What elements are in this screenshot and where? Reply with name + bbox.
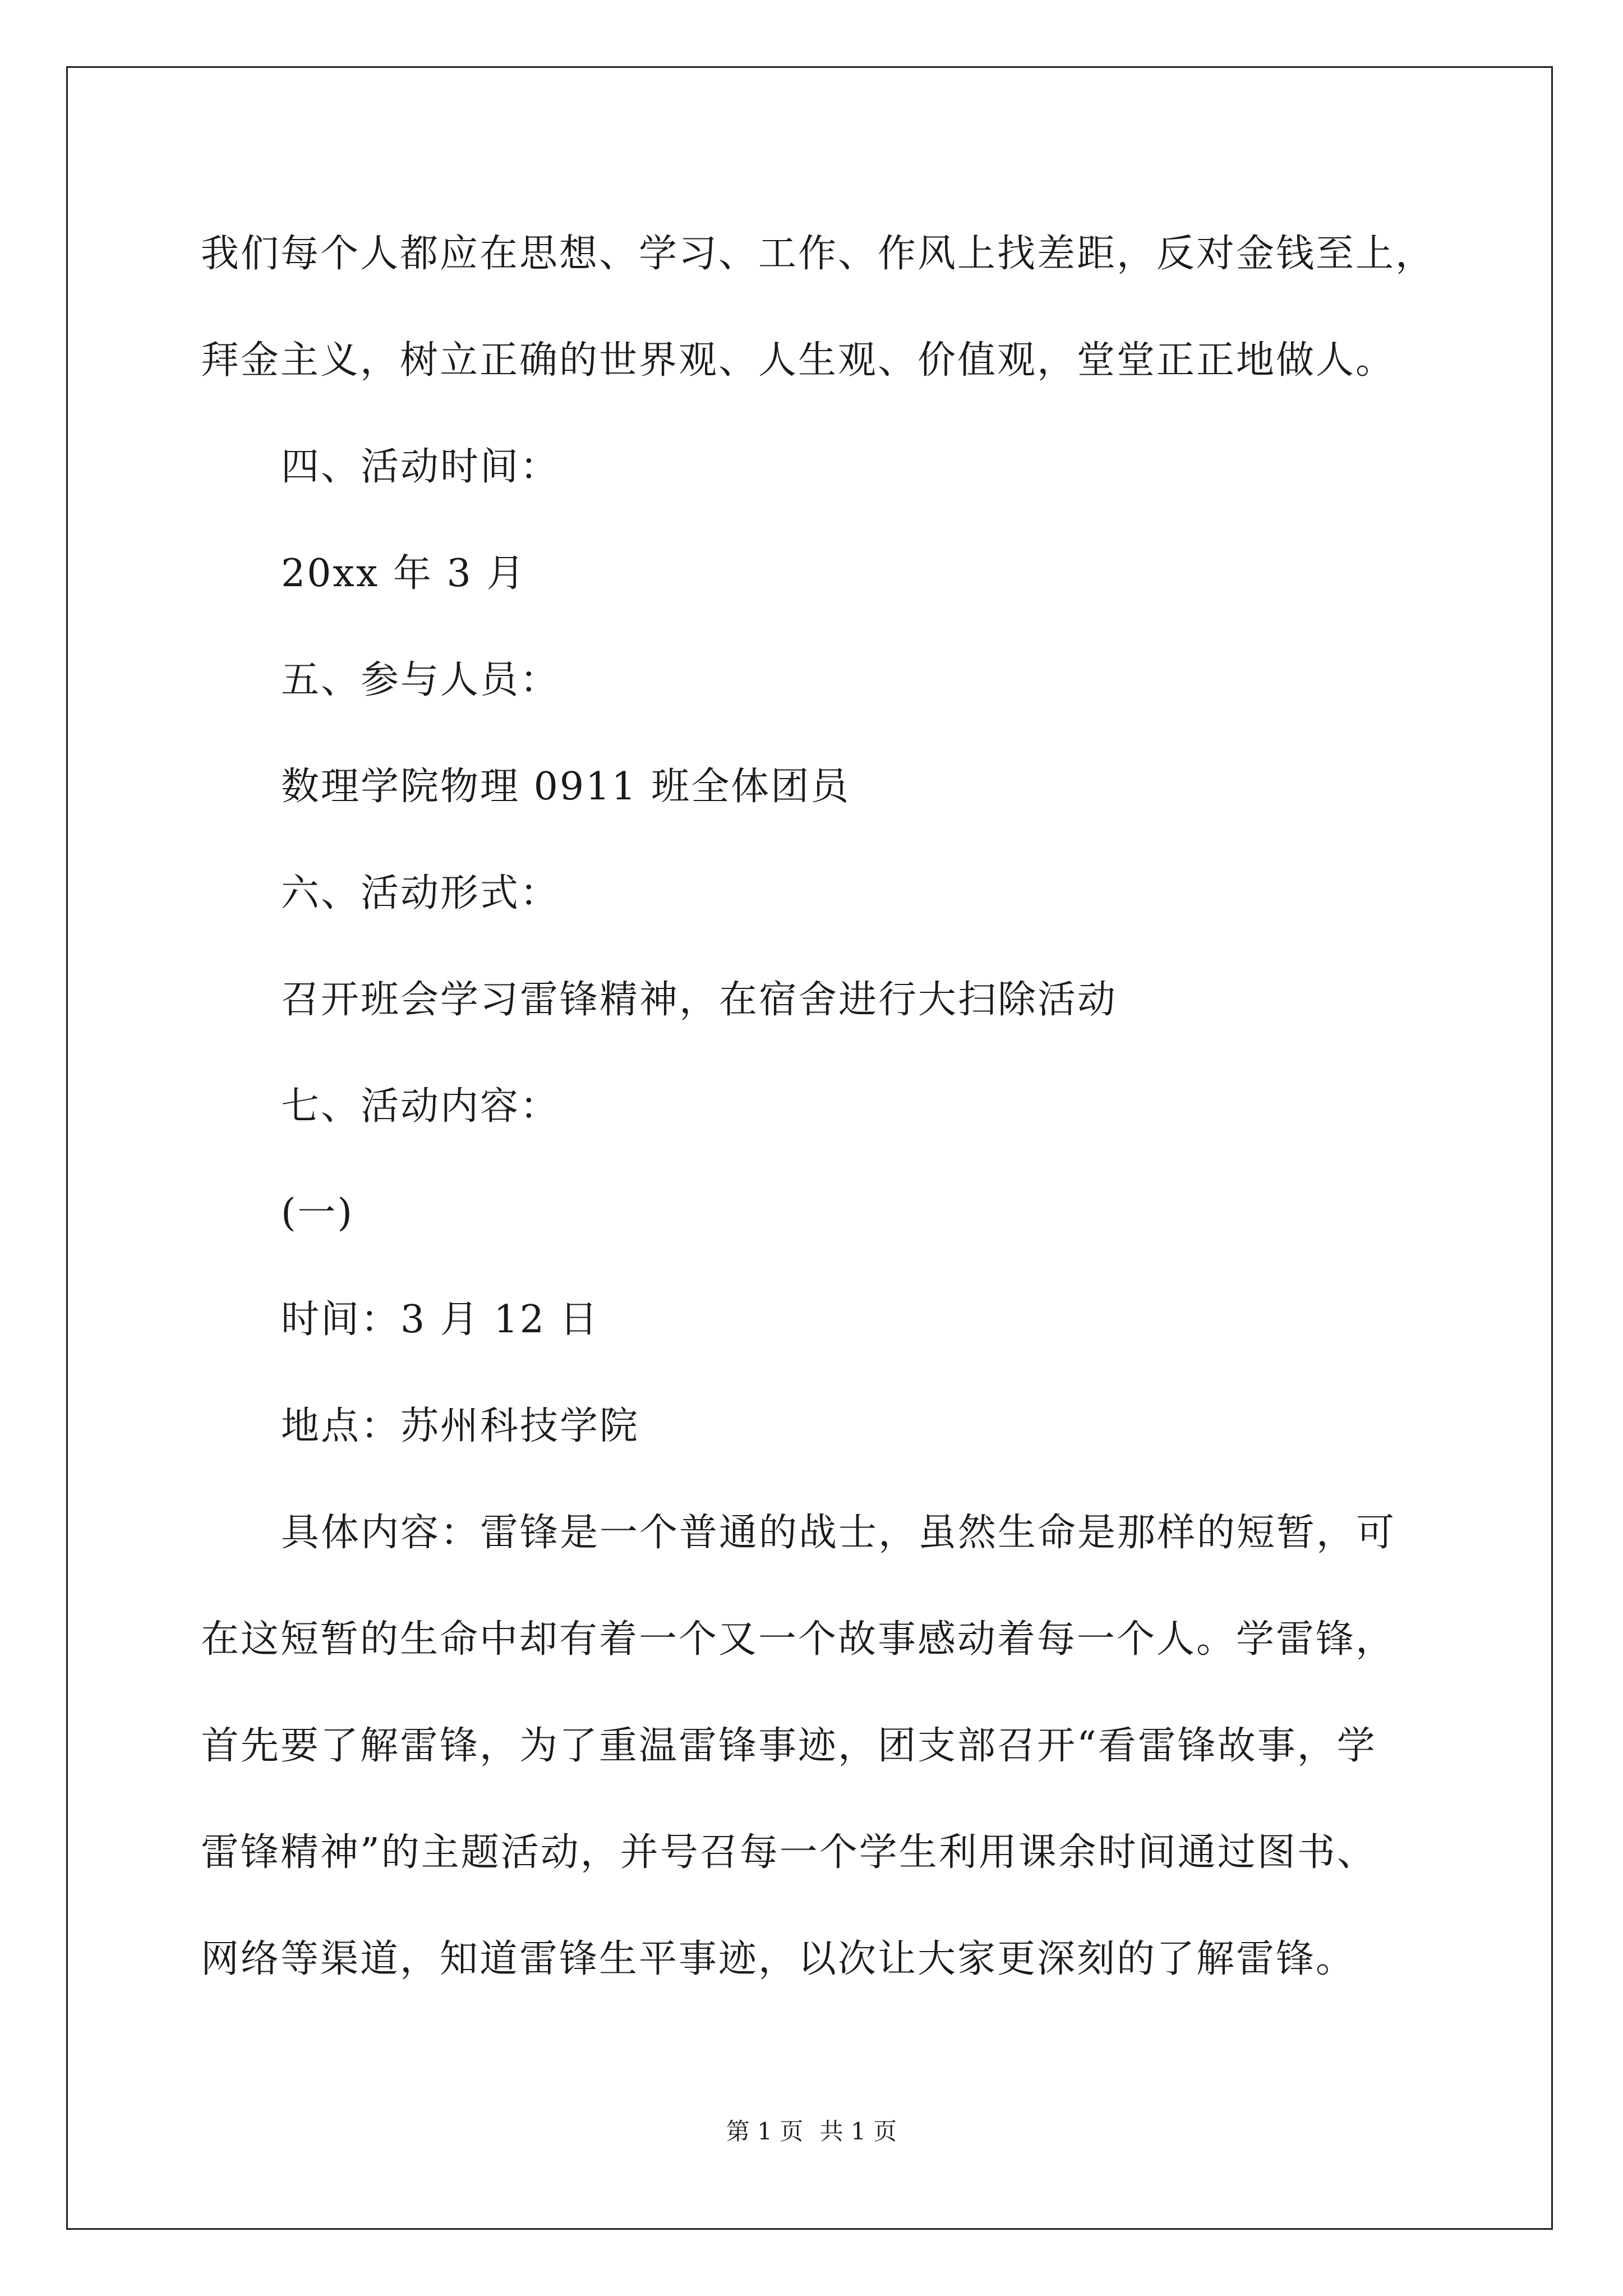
page-number: 第 1 页 [726, 2118, 804, 2145]
paragraph-line: 雷锋精神”的主题活动，并号召每一个学生利用课余时间通过图书、 [201, 1830, 1377, 1875]
paragraph-line: 我们每个人都应在思想、学习、工作、作风上找差距，反对金钱至上， [201, 232, 1436, 276]
paragraph-line: 在这短暂的生命中却有着一个又一个故事感动着每一个人。学雷锋， [201, 1617, 1396, 1662]
subsection-marker: (一) [281, 1191, 354, 1235]
section-heading: 七、活动内容： [281, 1084, 560, 1129]
paragraph-line: 网络等渠道，知道雷锋生平事迹，以次让大家更深刻的了解雷锋。 [201, 1937, 1356, 1981]
paragraph-line: 时间：3 月 12 日 [281, 1297, 600, 1342]
page-total: 共 1 页 [819, 2118, 897, 2145]
paragraph-line: 地点：苏州科技学院 [281, 1404, 640, 1448]
paragraph-line: 首先要了解雷锋，为了重温雷锋事迹，团支部召开“看雷锋故事，学 [201, 1724, 1377, 1768]
paragraph-line: 数理学院物理 0911 班全体团员 [281, 765, 851, 809]
section-heading: 六、活动形式： [281, 871, 560, 915]
section-heading: 四、活动时间： [281, 445, 560, 489]
page-footer [0, 2118, 1623, 2146]
paragraph-line: 拜金主义，树立正确的世界观、人生观、价值观，堂堂正正地做人。 [201, 338, 1396, 383]
section-heading: 五、参与人员： [281, 658, 560, 702]
paragraph-line: 具体内容：雷锋是一个普通的战士，虽然生命是那样的短暂，可 [281, 1511, 1396, 1555]
page-border [66, 66, 1553, 2230]
paragraph-line: 召开班会学习雷锋精神，在宿舍进行大扫除活动 [281, 978, 1118, 1022]
paragraph-line: 20xx 年 3 月 [281, 551, 527, 596]
